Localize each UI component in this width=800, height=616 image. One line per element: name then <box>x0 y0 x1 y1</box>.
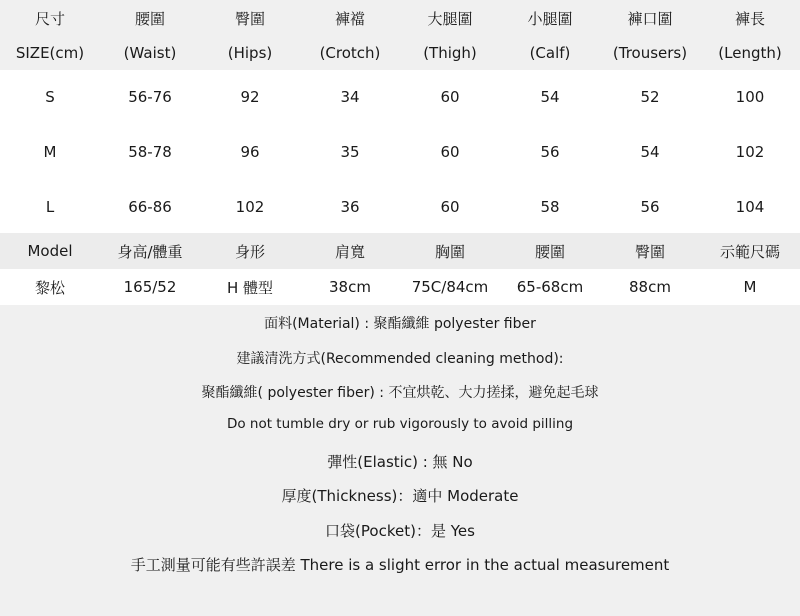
model-cell: 75C/84cm <box>411 278 489 296</box>
elastic-text: 彈性(Elastic) : 無 No <box>327 453 473 471</box>
size-header-cn-cell: 小腿圍 <box>527 9 573 28</box>
model-header-cell: 臀圍 <box>634 242 665 261</box>
size-label: L <box>45 198 55 216</box>
model-size: M <box>743 278 757 296</box>
cleaning-en-text: Do not tumble dry or rub vigorously to avoid pilling <box>226 416 574 432</box>
table-cell: 66-86 <box>128 198 172 216</box>
size-header-en-cell: (Length) <box>718 44 782 62</box>
model-header-cell: 胸圍 <box>434 242 465 261</box>
table-cell: 54 <box>540 88 560 106</box>
table-cell: 58-78 <box>128 143 172 161</box>
table-cell: 60 <box>440 143 460 161</box>
table-row <box>0 133 800 171</box>
model-header-row <box>0 233 800 269</box>
cleaning-title: 建議清洗方式(Recommended cleaning method): <box>236 351 564 367</box>
size-header-cn-cell: 大腿圍 <box>427 9 473 28</box>
size-label: S <box>45 88 55 106</box>
table-cell: 60 <box>440 198 460 216</box>
size-header-en-cell: (Trousers) <box>612 44 688 62</box>
model-name: 黎松 <box>34 278 65 297</box>
size-header-cn-cell: 褲襠 <box>334 9 365 28</box>
table-cell: 34 <box>340 88 360 106</box>
model-cell: 165/52 <box>123 278 177 296</box>
product-info-section <box>0 305 800 616</box>
size-header-en-cell: (Hips) <box>227 44 273 62</box>
table-cell: 52 <box>640 88 660 106</box>
table-cell: 56-76 <box>128 88 172 106</box>
size-header-cn-cell: 褲長 <box>734 9 765 28</box>
table-cell: 92 <box>240 88 260 106</box>
measurement-note: 手工測量可能有些許誤差 There is a slight error in the actual measurement <box>130 556 670 574</box>
table-cell: 102 <box>235 198 265 216</box>
size-header-cn-row <box>0 0 800 36</box>
table-cell: 100 <box>735 88 765 106</box>
model-header-cell: 腰圍 <box>534 242 565 261</box>
table-cell: 56 <box>640 198 660 216</box>
table-cell: 102 <box>735 143 765 161</box>
size-header-cn-cell: 腰圍 <box>134 9 165 28</box>
table-row <box>0 78 800 116</box>
table-cell: 56 <box>540 143 560 161</box>
thickness-text: 厚度(Thickness)：適中 Moderate <box>281 487 519 505</box>
table-cell: 60 <box>440 88 460 106</box>
model-header-cell: 身高/體重 <box>117 242 183 261</box>
size-header-en-row <box>0 36 800 70</box>
table-row <box>0 188 800 226</box>
model-header-cell: 身形 <box>234 242 265 261</box>
size-header-en-cell: SIZE(cm) <box>15 44 85 62</box>
size-header-cn-cell: 褲口圍 <box>627 9 673 28</box>
cleaning-cn-text: 聚酯纖維( polyester fiber) : 不宜烘乾、大力搓揉，避免起毛球 <box>201 385 599 401</box>
pocket-text: 口袋(Pocket)：是 Yes <box>325 522 475 540</box>
table-cell: 54 <box>640 143 660 161</box>
size-header-en-cell: (Thigh) <box>423 44 477 62</box>
table-cell: 35 <box>340 143 360 161</box>
size-header-cn-cell: 尺寸 <box>34 9 65 28</box>
size-header-en-cell: (Calf) <box>529 44 571 62</box>
model-cell: 65-68cm <box>516 278 584 296</box>
model-header-cell: 示範尺碼 <box>719 242 780 261</box>
model-cell: 38cm <box>329 278 371 296</box>
table-cell: 104 <box>735 198 765 216</box>
size-header-cn-cell: 臀圍 <box>234 9 265 28</box>
size-label: M <box>43 143 57 161</box>
model-cell: 88cm <box>629 278 671 296</box>
table-cell: 96 <box>240 143 260 161</box>
material-text: 面料(Material) : 聚酯纖維 polyester fiber <box>264 316 536 332</box>
table-cell: 36 <box>340 198 360 216</box>
table-cell: 58 <box>540 198 560 216</box>
size-header-en-cell: (Crotch) <box>319 44 381 62</box>
model-row <box>0 269 800 305</box>
model-header-cell: 肩寬 <box>334 242 365 261</box>
size-header-en-cell: (Waist) <box>123 44 177 62</box>
model-header-cell: Model <box>27 242 73 260</box>
model-cell: H 體型 <box>226 278 274 297</box>
